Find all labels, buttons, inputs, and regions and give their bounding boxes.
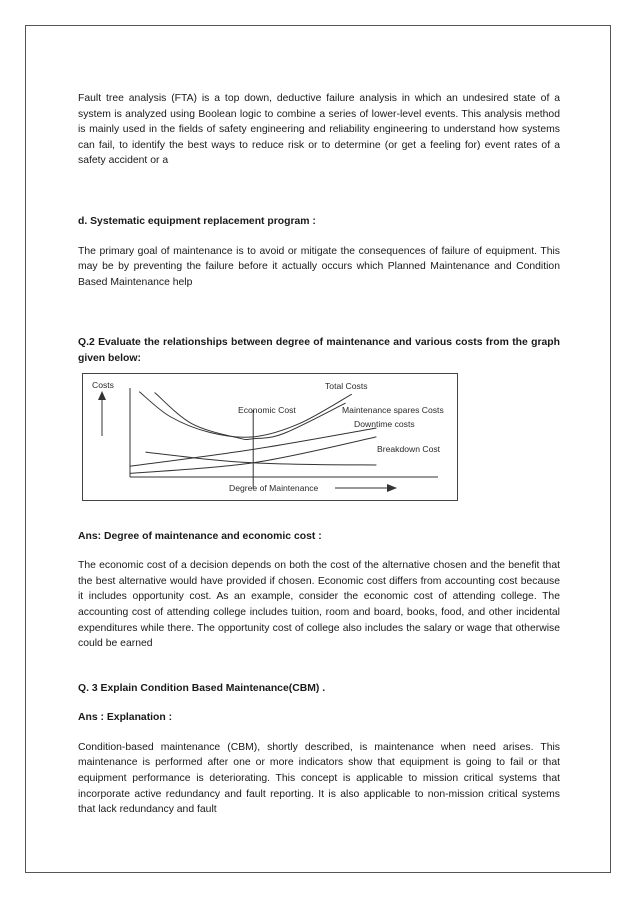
curve-breakdown-cost	[145, 452, 376, 465]
question-3: Q. 3 Explain Condition Based Maintenance(CBM) .	[78, 682, 326, 694]
maintenance-cost-chart	[82, 373, 458, 501]
y-axis-label: Costs	[92, 380, 114, 390]
cbm-paragraph: Condition-based maintenance (CBM), shortly described, is maintenance when need arises. This maintenance is performed after one or more indicators show that equipment is going to fail or that equipment performance is deteriorating. This concept is applicable to mission critical systems that incorporate active redundancy and fault reporting. It is also applicable to non-mission critical systems that lack redundancy and fault	[78, 741, 560, 816]
maintenance-goal-paragraph: The primary goal of maintenance is to avoid or mitigate the consequences of failure of equipment. This may be by preventing the failure before it actually occurs which Planned Maintenance and Condition Based Maintenance help	[78, 245, 560, 288]
answer-heading: Ans: Degree of maintenance and economic cost :	[78, 530, 322, 542]
label-breakdown-cost: Breakdown Cost	[377, 444, 441, 454]
question-2: Q.2 Evaluate the relationships between degree of maintenance and various costs from the graph given below:	[78, 337, 560, 364]
heading-systematic-replacement: d. Systematic equipment replacement program :	[78, 215, 316, 227]
fta-paragraph: Fault tree analysis (FTA) is a top down, deductive failure analysis in which an undesired state of a system is analyzed using Boolean logic to combine a series of lower-level events. This analysis method is mainly used in the fields of safety engineering and reliability engineering to understand how systems can fail, to identify the best ways to reduce risk or to determine (or get a feeling for) event rates of a safety accident or a	[78, 93, 560, 167]
y-axis-arrow-head	[98, 391, 106, 400]
x-axis-label: Degree of Maintenance	[229, 483, 319, 493]
answer-explanation-heading: Ans : Explanation :	[78, 712, 173, 724]
label-economic-cost: Economic Cost	[238, 405, 296, 415]
curve-economic-cost	[155, 393, 346, 440]
economic-cost-paragraph: The economic cost of a decision depends on both the cost of the alternative chosen and the benefit that the best alternative would have provided if chosen. Economic cost differs from accounting cost because it includes opportunity cost. As an example, consider the economic cost of attending college. The accounting cost of attending college includes tuition, room and board, books, food, and other incidental expenditures while there. The opportunity cost of college also includes the salary or wage that otherwise could be earned	[78, 560, 560, 650]
label-total-costs: Total Costs	[325, 381, 368, 391]
label-maintenance-spares-costs: Maintenance spares Costs	[342, 405, 444, 415]
label-downtime-costs: Downtime costs	[354, 419, 415, 429]
chart-svg	[83, 374, 457, 500]
x-axis-arrow-head	[387, 484, 397, 492]
